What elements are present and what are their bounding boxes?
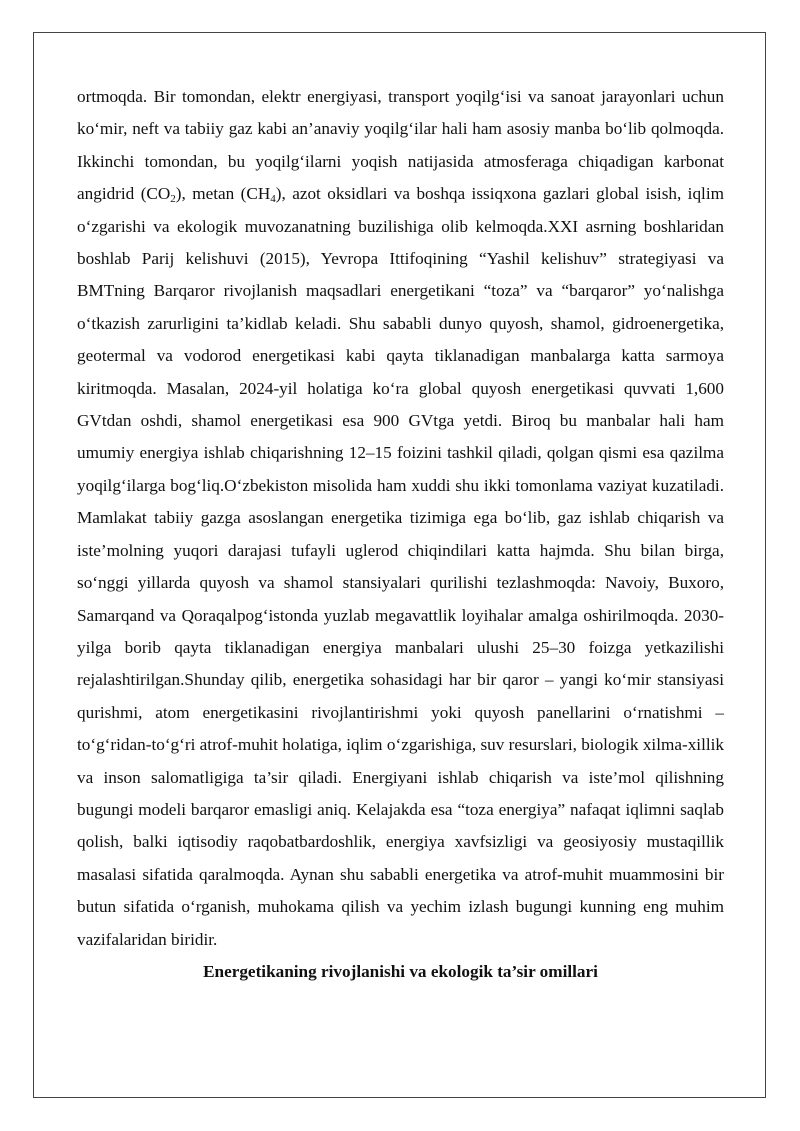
document-body	[77, 81, 724, 988]
body-paragraph	[77, 81, 724, 956]
section-heading: Energetikaning rivojlanishi va ekologik ta’sir omillari	[203, 961, 598, 981]
paragraph-text-part3: ), azot oksidlari va boshqa issiqxona gazlari global isish, iqlim o‘zgarishi va ekologik muvozanatning buzilishiga olib kelmoqda.XXI asrning boshlaridan boshlab Parij kelishuvi (2015), Yevropa Ittifoqining “Yashil kelishuv” strategiyasi va BMTning Barqaror rivojlanish maqsadlari energetikani “toza” va “barqaror” yo‘nalishga o‘tkazish zarurligini ta’kidlab keladi. Shu sababli dunyo quyosh, shamol, gidroenergetika, geotermal va vodorod energetikasi kabi qayta tiklanadigan manbalarga katta sarmoya kiritmoqda. Masalan, 2024-yil holatiga ko‘ra global quyosh energetikasi quvvati 1,600 GVtdan oshdi, shamol energetikasi esa 900 GVtga yetdi. Biroq bu manbalar hali ham umumiy energiya ishlab chiqarishning 12–15 foizini tashkil qiladi, qolgan qismi esa qazilma yoqilg‘ilarga bog‘liq.O‘zbekiston misolida ham xuddi shu ikki tomonlama vaziyat kuzatiladi. Mamlakat tabiiy gazga asoslangan energetika tizimiga ega bo‘lib, gaz ishlab chiqarish va iste’molning yuqori darajasi tufayli uglerod chiqindilari katta hajmda. Shu bilan birga, so‘nggi yillarda quyosh va shamol stansiyalari qurilishi tezlashmoqda: Navoiy, Buxoro, Samarqand va Qoraqalpog‘istonda yuzlab megavattlik loyihalar amalga oshirilmoqda. 2030-yilga borib qayta tiklanadigan energiya manbalari ulushi 25–30 foizga yetkazilishi rejalashtirilgan.Shunday qilib, energetika sohasidagi har bir qaror – yangi ko‘mir stansiyasi qurishmi, atom energetikasini rivojlantirishmi yoki quyosh panellarini o‘rnatishmi – to‘g‘ridan-to‘g‘ri atrof-muhit holatiga, iqlim o‘zgarishiga, suv resurslari, biologik xilma-xillik va inson salomatligiga ta’sir qiladi. Energiyani ishlab chiqarish va iste’mol qilishning bugungi modeli barqaror emasligi aniq. Kelajakda esa “toza energiya” nafaqat iqlimni saqlab qolish, balki iqtisodiy raqobatbardoshlik, energiya xavfsizligi va geosiyosiy mustaqillik masalasi sifatida qaralmoqda. Aynan shu sababli energetika va atrof-muhit muammosini bir butun sifatida o‘rganish, muhokama qilish va yechim izlash bugungi kunning eng muhim vazifalaridan biridir.	[77, 184, 724, 949]
paragraph-text-part2: ), metan (CH	[175, 184, 271, 204]
ch4-subscript: 4	[270, 193, 276, 206]
co2-subscript: 2	[170, 193, 176, 206]
paragraph-text-part1: ortmoqda. Bir tomondan, elektr energiyasi, transport yoqilg‘isi va sanoat jarayonlari uchun ko‘mir, neft va tabiiy gaz kabi an’anaviy yoqilg‘ilar hali ham asosiy manba bo‘lib qolmoqda. Ikkinchi tomondan, bu yoqilg‘ilarni yoqish natijasida atmosferaga chiqadigan karbonat angidrid (CO	[77, 87, 724, 204]
